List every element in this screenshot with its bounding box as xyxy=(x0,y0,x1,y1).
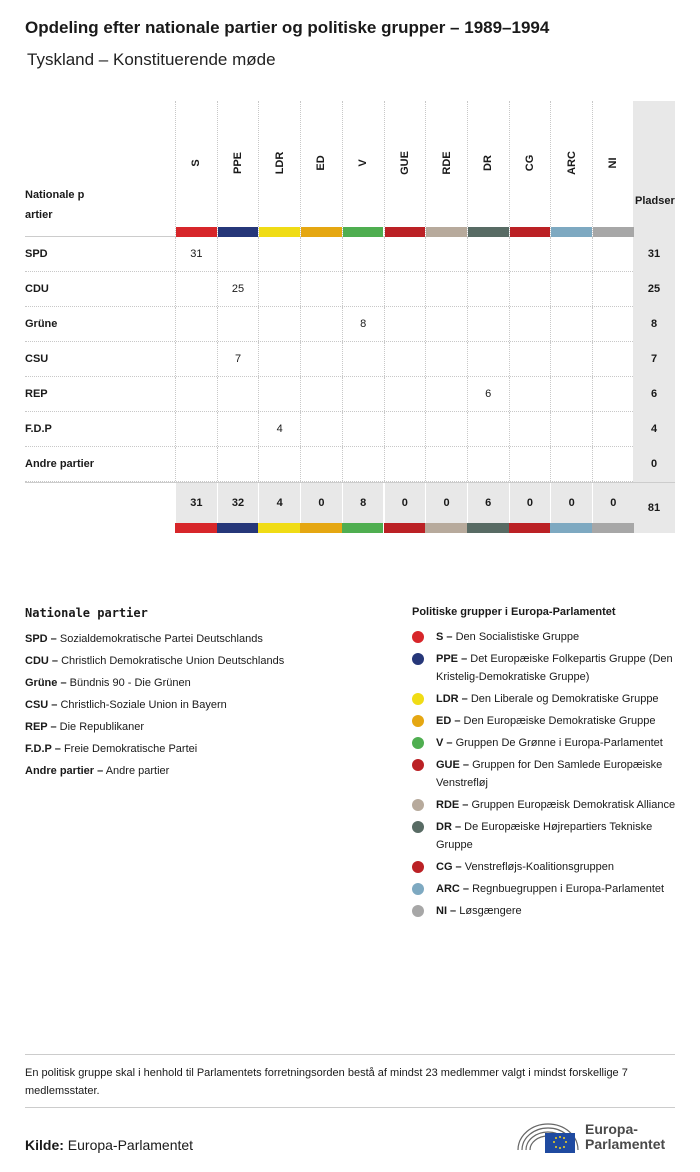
seats-header xyxy=(633,101,675,237)
group-column-header xyxy=(258,101,300,237)
seat-cell xyxy=(384,342,426,376)
source-label: Kilde: xyxy=(25,1137,64,1153)
seat-cell xyxy=(425,377,467,411)
european-parliament-logo xyxy=(515,1116,680,1156)
party-abbr: F.D.P – xyxy=(25,743,61,755)
seat-cell xyxy=(342,377,384,411)
source-value: Europa-Parlamentet xyxy=(67,1137,194,1153)
national-legend-item xyxy=(25,650,385,672)
seat-cell xyxy=(384,447,426,481)
group-legend-item xyxy=(412,650,677,686)
row-seats: 7 xyxy=(633,342,675,377)
national-legend-item xyxy=(25,716,385,738)
seat-cell xyxy=(258,447,300,481)
group-full-name: Venstrefløjs-Koalitionsgruppen xyxy=(464,861,614,873)
group-color-dot xyxy=(412,799,424,811)
party-full-name: Sozialdemokratische Partei Deutschlands xyxy=(59,633,263,645)
total-cell: 31 xyxy=(175,483,217,523)
seat-cell: 8 xyxy=(342,307,384,341)
total-cell: 6 xyxy=(467,483,509,523)
group-color-dot xyxy=(412,715,424,727)
party-full-name: Andre partier xyxy=(105,765,170,777)
party-full-name: Die Republikaner xyxy=(59,721,145,733)
group-color-bar xyxy=(468,227,509,237)
group-color-bar xyxy=(176,227,217,237)
group-abbr: V – xyxy=(436,737,453,749)
total-color-bar xyxy=(467,523,509,533)
groups-legend-heading: Politiske grupper i Europa-Parlamentet xyxy=(412,606,616,618)
total-cell: 0 xyxy=(592,483,634,523)
seat-cell xyxy=(425,412,467,446)
group-code-label: RDE xyxy=(440,151,453,175)
seat-cell xyxy=(509,307,551,341)
party-abbr: REP – xyxy=(25,721,57,733)
seat-cell xyxy=(342,272,384,306)
national-legend-item xyxy=(25,738,385,760)
party-abbr: CSU – xyxy=(25,699,58,711)
seat-cell: 25 xyxy=(217,272,259,306)
table-row xyxy=(25,342,675,377)
seat-cell xyxy=(217,237,259,271)
group-column-header xyxy=(175,101,217,237)
total-color-bar xyxy=(217,523,259,533)
seat-cell xyxy=(342,412,384,446)
group-code-label: PPE xyxy=(232,151,245,175)
group-code-label: GUE xyxy=(398,151,411,175)
party-abbr: SPD – xyxy=(25,633,57,645)
national-parties-legend xyxy=(25,606,385,782)
group-abbr: GUE – xyxy=(436,759,470,771)
table-row xyxy=(25,412,675,447)
group-code-label: DR xyxy=(482,155,495,171)
group-color-bar xyxy=(551,227,592,237)
seat-cell xyxy=(258,307,300,341)
seat-cell xyxy=(467,272,509,306)
party-full-name: Bündnis 90 - Die Grünen xyxy=(69,677,191,689)
group-color-dot xyxy=(412,821,424,833)
seat-cell xyxy=(384,412,426,446)
group-color-dot xyxy=(412,631,424,643)
group-full-name: Det Europæiske Folkepartis Gruppe (Den Kristelig-Demokratiske Gruppe) xyxy=(436,653,673,683)
group-code-label: S xyxy=(190,159,203,167)
logo-line-1: Europa- xyxy=(585,1121,638,1137)
row-header-label: Nationale partier xyxy=(25,189,85,221)
seat-cell xyxy=(258,272,300,306)
group-legend-item xyxy=(412,628,677,646)
group-legend-item xyxy=(412,796,677,814)
total-color-bar xyxy=(342,523,384,533)
group-code-label: V xyxy=(357,159,370,167)
seat-cell xyxy=(384,307,426,341)
party-full-name: Christlich Demokratische Union Deutschlands xyxy=(61,655,285,667)
party-name: REP xyxy=(25,388,48,400)
group-column-header xyxy=(467,101,509,237)
party-name: CSU xyxy=(25,353,49,365)
total-cell: 0 xyxy=(509,483,551,523)
seat-cell xyxy=(592,307,634,341)
table-row xyxy=(25,237,675,272)
seat-cell xyxy=(175,307,217,341)
group-color-dot xyxy=(412,759,424,771)
group-color-bar xyxy=(218,227,259,237)
group-full-name: De Europæiske Højrepartiers Tekniske Gruppe xyxy=(436,821,653,851)
group-full-name: Den Socialistiske Gruppe xyxy=(455,631,580,643)
party-name: CDU xyxy=(25,283,49,295)
group-code-label: ARC xyxy=(565,151,578,175)
seat-cell xyxy=(342,342,384,376)
group-abbr: PPE – xyxy=(436,653,468,665)
group-column-header xyxy=(342,101,384,237)
seat-cell xyxy=(550,272,592,306)
seat-cell xyxy=(384,272,426,306)
group-abbr: ARC – xyxy=(436,883,470,895)
party-abbr: Andre partier – xyxy=(25,765,104,777)
national-legend-item xyxy=(25,760,385,782)
group-color-dot xyxy=(412,693,424,705)
total-cell: 0 xyxy=(300,483,342,523)
group-legend-item xyxy=(412,858,677,876)
total-color-bar xyxy=(258,523,300,533)
seat-cell xyxy=(467,412,509,446)
group-full-name: Den Liberale og Demokratiske Gruppe xyxy=(470,693,659,705)
seat-cell xyxy=(509,412,551,446)
seat-cell xyxy=(217,307,259,341)
total-color-bar xyxy=(550,523,592,533)
total-cell: 8 xyxy=(342,483,384,523)
group-column-header xyxy=(550,101,592,237)
group-color-dot xyxy=(412,653,424,665)
total-color-bar xyxy=(300,523,342,533)
seat-cell: 31 xyxy=(175,237,217,271)
political-groups-legend xyxy=(412,606,677,924)
total-cell: 0 xyxy=(425,483,467,523)
seat-cell xyxy=(592,412,634,446)
group-color-bar xyxy=(593,227,634,237)
table-row xyxy=(25,307,675,342)
seat-cell xyxy=(592,377,634,411)
group-column-header xyxy=(384,101,426,237)
group-code-label: CG xyxy=(523,154,536,172)
table-header xyxy=(25,101,675,237)
seat-distribution-table xyxy=(25,101,675,532)
seat-cell xyxy=(300,447,342,481)
seat-cell xyxy=(300,342,342,376)
row-seats: 0 xyxy=(633,447,675,482)
seat-cell xyxy=(258,377,300,411)
group-legend-item xyxy=(412,902,677,920)
seat-cell xyxy=(550,342,592,376)
table-row xyxy=(25,377,675,412)
table-row xyxy=(25,447,675,482)
seat-cell xyxy=(300,412,342,446)
group-abbr: RDE – xyxy=(436,799,469,811)
total-cell: 32 xyxy=(217,483,259,523)
total-cell: 0 xyxy=(384,483,426,523)
footnote: En politisk gruppe skal i henhold til Parlamentets forretningsorden bestå af mindst 23 medlemmer valgt i mindst forskellige 7 medlemsstater. xyxy=(25,1054,675,1108)
group-legend-item xyxy=(412,690,677,708)
national-legend-item xyxy=(25,672,385,694)
seat-cell xyxy=(342,237,384,271)
seats-header-label: Pladser xyxy=(635,195,675,207)
group-abbr: LDR – xyxy=(436,693,468,705)
party-full-name: Freie Demokratische Partei xyxy=(63,743,198,755)
group-legend-item xyxy=(412,712,677,730)
group-full-name: Gruppen De Grønne i Europa-Parlamentet xyxy=(455,737,663,749)
group-full-name: Gruppen Europæisk Demokratisk Alliance xyxy=(471,799,676,811)
group-column-header xyxy=(300,101,342,237)
seat-cell xyxy=(550,412,592,446)
row-seats: 8 xyxy=(633,307,675,342)
group-legend-item xyxy=(412,818,677,854)
group-color-bar xyxy=(510,227,551,237)
group-color-dot xyxy=(412,861,424,873)
table-body xyxy=(25,237,675,482)
national-legend-heading: Nationale partier xyxy=(25,606,148,620)
total-seats: 81 xyxy=(633,483,675,533)
seat-cell: 7 xyxy=(217,342,259,376)
seat-cell xyxy=(550,447,592,481)
party-name: Andre partier xyxy=(25,458,95,470)
total-cell: 0 xyxy=(550,483,592,523)
total-color-bar xyxy=(425,523,467,533)
party-full-name: Christlich-Soziale Union in Bayern xyxy=(60,699,227,711)
group-legend-item xyxy=(412,734,677,752)
row-seats: 31 xyxy=(633,237,675,272)
group-full-name: Gruppen for Den Samlede Europæiske Venstrefløj xyxy=(436,759,663,789)
group-abbr: CG – xyxy=(436,861,462,873)
group-code-label: LDR xyxy=(273,151,286,175)
group-column-header xyxy=(425,101,467,237)
seat-cell xyxy=(425,447,467,481)
seat-cell xyxy=(217,447,259,481)
group-legend-item xyxy=(412,756,677,792)
group-full-name: Regnbuegruppen i Europa-Parlamentet xyxy=(472,883,665,895)
chart-subtitle: Tyskland – Konstituerende møde xyxy=(27,50,276,69)
total-color-bar xyxy=(509,523,551,533)
seat-cell xyxy=(467,342,509,376)
group-color-bar xyxy=(385,227,426,237)
group-column-header xyxy=(509,101,551,237)
row-seats: 4 xyxy=(633,412,675,447)
seat-cell: 6 xyxy=(467,377,509,411)
group-abbr: ED – xyxy=(436,715,461,727)
group-column-header xyxy=(217,101,259,237)
group-abbr: DR – xyxy=(436,821,462,833)
seat-cell xyxy=(550,307,592,341)
group-abbr: S – xyxy=(436,631,453,643)
group-abbr: NI – xyxy=(436,905,457,917)
seat-cell xyxy=(175,272,217,306)
group-column-header xyxy=(592,101,634,237)
group-color-dot xyxy=(412,737,424,749)
group-color-bar xyxy=(259,227,300,237)
seat-cell xyxy=(175,377,217,411)
seat-cell xyxy=(175,342,217,376)
seat-cell xyxy=(592,447,634,481)
seat-cell xyxy=(425,307,467,341)
seat-cell xyxy=(592,237,634,271)
total-cell: 4 xyxy=(258,483,300,523)
seat-cell xyxy=(509,342,551,376)
national-legend-item xyxy=(25,628,385,650)
group-color-bar xyxy=(426,227,467,237)
seat-cell xyxy=(175,412,217,446)
total-color-bar xyxy=(384,523,426,533)
seat-cell xyxy=(509,272,551,306)
seat-cell xyxy=(467,237,509,271)
party-abbr: Grüne – xyxy=(25,677,67,689)
group-color-dot xyxy=(412,883,424,895)
national-legend-item xyxy=(25,694,385,716)
seat-cell xyxy=(509,447,551,481)
seat-cell xyxy=(509,237,551,271)
seat-cell xyxy=(300,272,342,306)
source-line xyxy=(25,1137,193,1153)
seat-cell xyxy=(509,377,551,411)
seat-cell xyxy=(258,237,300,271)
group-color-bar xyxy=(301,227,342,237)
seat-cell xyxy=(425,272,467,306)
party-abbr: CDU – xyxy=(25,655,59,667)
seat-cell xyxy=(384,237,426,271)
party-name: F.D.P xyxy=(25,423,52,435)
seat-cell xyxy=(258,342,300,376)
row-seats: 25 xyxy=(633,272,675,307)
total-color-bar xyxy=(592,523,634,533)
seat-cell xyxy=(217,377,259,411)
party-name: SPD xyxy=(25,248,48,260)
seat-cell xyxy=(467,447,509,481)
seat-cell xyxy=(425,342,467,376)
seat-cell xyxy=(217,412,259,446)
party-name: Grüne xyxy=(25,318,58,330)
seat-cell xyxy=(342,447,384,481)
group-legend-item xyxy=(412,880,677,898)
seat-cell xyxy=(592,342,634,376)
group-color-dot xyxy=(412,905,424,917)
table-row xyxy=(25,272,675,307)
seat-cell xyxy=(300,307,342,341)
seat-cell xyxy=(175,447,217,481)
group-full-name: Den Europæiske Demokratiske Gruppe xyxy=(463,715,656,727)
row-seats: 6 xyxy=(633,377,675,412)
seat-cell xyxy=(467,307,509,341)
seat-cell xyxy=(550,237,592,271)
seat-cell: 4 xyxy=(258,412,300,446)
seat-cell xyxy=(300,377,342,411)
chart-title: Opdeling efter nationale partier og politiske grupper – 1989–1994 xyxy=(25,18,550,37)
group-code-label: ED xyxy=(315,155,328,171)
european-parliament-hemicycle-icon xyxy=(515,1116,581,1156)
total-color-bar xyxy=(175,523,217,533)
seat-cell xyxy=(550,377,592,411)
logo-line-2: Parlamentet xyxy=(585,1136,666,1152)
seat-cell xyxy=(300,237,342,271)
seat-cell xyxy=(425,237,467,271)
seat-cell xyxy=(592,272,634,306)
group-code-label: NI xyxy=(607,157,620,169)
group-full-name: Løsgængere xyxy=(459,905,522,917)
group-color-bar xyxy=(343,227,384,237)
seat-cell xyxy=(384,377,426,411)
totals-row xyxy=(25,482,675,532)
